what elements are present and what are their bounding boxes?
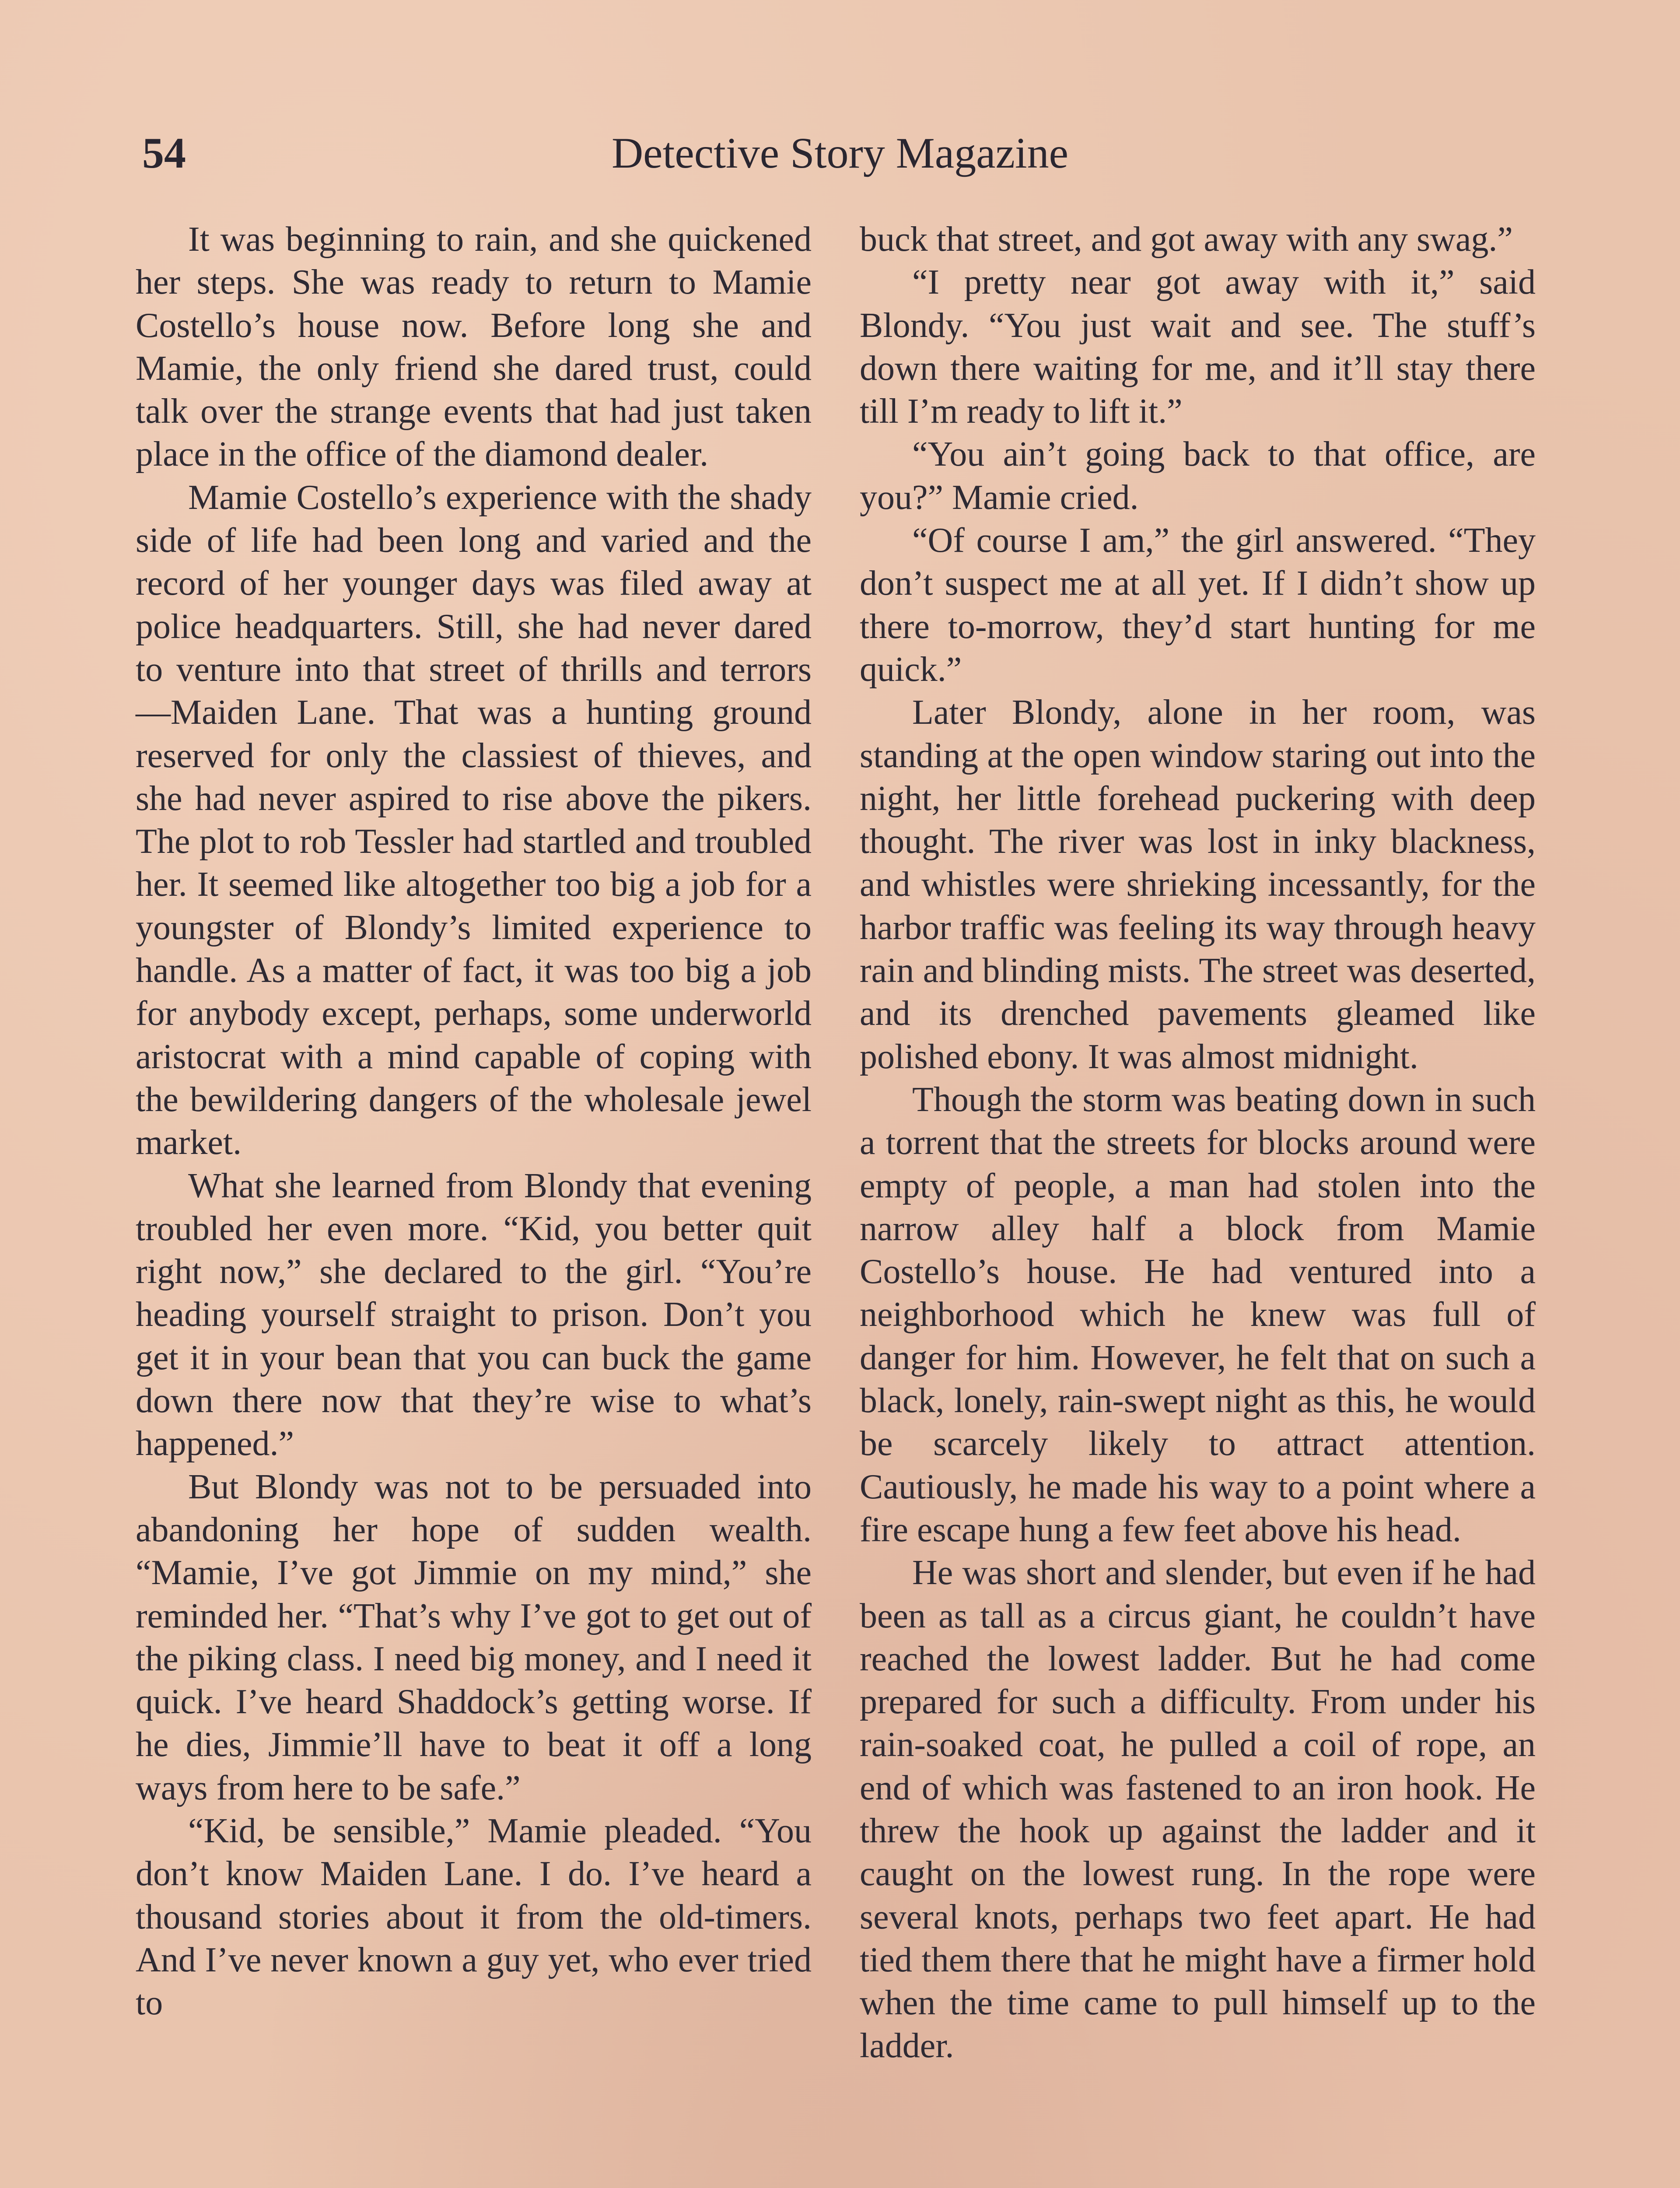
paragraph: “Of course I am,” the girl answered. “They don’t suspect me at all yet. If I didn’t show up there to-morrow, they’d start hunting for me quick.” [860,521,1536,689]
paragraph: Later Blondy, alone in her room, was standing at the open window staring out into the night, her little forehead puckering with deep thought. The river was lost in inky blackness, and whistles were shrieking incessantly, for the harbor traffic was feeling its way through heavy rain and blinding mists. The street was deserted, and its drenched pavements gleamed like polished ebony. It was almost midnight. [860,693,1536,1076]
paragraph: He was short and slender, but even if he had been as tall as a circus giant, he couldn’t have reached the lowest ladder. But he had come prepared for such a difficulty. From under his rain-soaked coat, he pulled a coil of rope, an end of which was fastened to an iron hook. He threw the hook up against the ladder and it caught on the lowest rung. In the rope were several knots, perhaps two feet apart. He had tied them there that he might have a firmer hold when the time came to pull himself up to the ladder. [860,1553,1536,2065]
paragraph: It was beginning to rain, and she quickened her steps. She was ready to return to Mamie Costello’s house now. Before long she and Mamie, the only friend she dared trust, could talk over the strange events that had just taken place in the office of the diamond dealer. [136,220,812,474]
paragraph: What she learned from Blondy that evening troubled her even more. “Kid, you better quit right now,” she declared to the girl. “You’re heading yourself straight to prison. Don’t you get it in your bean that you can buck the game down there now that they’re wise to what’s happened.” [136,1166,812,1463]
running-header-title: Detective Story Magazine [611,129,1069,177]
page-number: 54 [142,129,186,177]
paragraph: Mamie Costello’s experience with the shady side of life had been long and varied and the record of her younger days was filed away at police headquarters. Still, she had never dared to venture into that street of thrills and terrors —Maiden Lane. That was a hunting ground reserved for only the classiest of thieves, and she had never aspired to rise above the pikers. The plot to rob Tessler had startled and troubled her. It seemed like altogether too big a job for a youngster of Blondy’s limited experience to handle. As a matter of fact, it was too big a job for anybody except, perhaps, some underworld aristocrat with a mind capable of coping with the bewildering dangers of the wholesale jewel market. [136,478,812,1162]
paragraph: Though the storm was beating down in such a torrent that the streets for blocks around were empty of people, a man had stolen into the narrow alley half a block from Mamie Costello’s house. He had ventured into a neighborhood which he knew was full of danger for him. However, he felt that on such a black, lonely, rain-swept night as this, he would be scarcely likely to attract attention. Cautiously, he made his way to a point where a fire escape hung a few feet above his head. [860,1080,1536,1549]
left-text-column [136,218,812,2024]
paragraph: But Blondy was not to be persuaded into abandoning her hope of sudden wealth. “Mamie, I’ve got Jimmie on my mind,” she reminded her. “That’s why I’ve got to get out of the piking class. I need big money, and I need it quick. I’ve heard Shaddock’s getting worse. If he dies, Jimmie’ll have to beat it off a long ways from here to be safe.” [136,1467,812,1807]
paragraph: “I pretty near got away with it,” said Blondy. “You just wait and see. The stuff’s down there waiting for me, and it’ll stay there till I’m ready to lift it.” [860,263,1536,431]
paragraph-continued: buck that street, and got away with any swag.” [860,220,1513,259]
paragraph: “Kid, be sensible,” Mamie pleaded. “You don’t know Maiden Lane. I do. I’ve heard a thousand stories about it from the old-timers. And I’ve never known a guy yet, who ever tried to [136,1811,812,2023]
right-text-column [860,218,1536,2068]
paragraph: “You ain’t going back to that office, are you?” Mamie cried. [860,435,1536,517]
